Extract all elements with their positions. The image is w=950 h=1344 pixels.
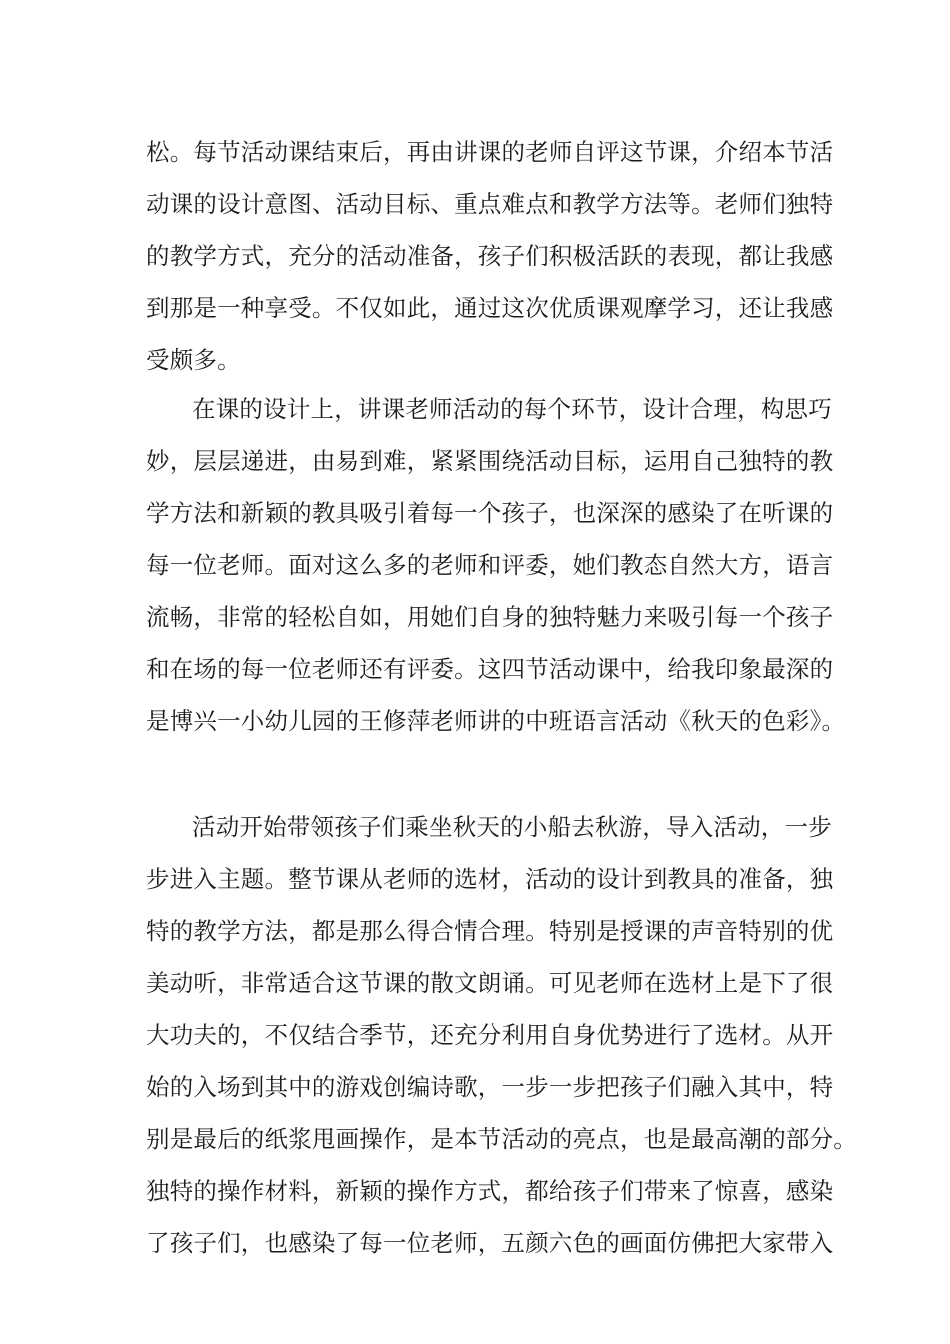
- text-line: 特的教学方法，都是那么得合情合理。特别是授课的声音特别的优: [146, 917, 834, 945]
- text-line: 别是最后的纸浆甩画操作，是本节活动的亮点，也是最高潮的部分。: [146, 1125, 857, 1153]
- paragraph-first-line: 在课的设计上，讲课老师活动的每个环节，设计合理，构思巧: [192, 395, 832, 423]
- text-line: 到那是一种享受。不仅如此，通过这次优质课观摩学习，还让我感: [146, 294, 834, 322]
- text-line: 是博兴一小幼儿园的王修萍老师讲的中班语言活动《秋天的色彩》。: [146, 707, 846, 735]
- text-line: 每一位老师。面对这么多的老师和评委，她们教态自然大方，语言: [146, 551, 834, 579]
- text-line: 和在场的每一位老师还有评委。这四节活动课中，给我印象最深的: [146, 655, 834, 683]
- text-line: 美动听，非常适合这节课的散文朗诵。可见老师在选材上是下了很: [146, 969, 834, 997]
- text-line: 流畅，非常的轻松自如，用她们自身的独特魅力来吸引每一个孩子: [146, 603, 834, 631]
- text-line: 的教学方式，充分的活动准备，孩子们积极活跃的表现，都让我感: [146, 242, 834, 270]
- text-line: 学方法和新颖的教具吸引着每一个孩子，也深深的感染了在听课的: [146, 499, 834, 527]
- text-line: 独特的操作材料，新颖的操作方式，都给孩子们带来了惊喜，感染: [146, 1177, 834, 1205]
- paragraph-first-line: 活动开始带领孩子们乘坐秋天的小船去秋游，导入活动，一步: [192, 813, 832, 841]
- text-line: 妙，层层递进，由易到难，紧紧围绕活动目标，运用自己独特的教: [146, 447, 834, 475]
- text-line: 松。每节活动课结束后，再由讲课的老师自评这节课，介绍本节活: [146, 138, 834, 166]
- text-line: 动课的设计意图、活动目标、重点难点和教学方法等。老师们独特: [146, 190, 834, 218]
- text-line: 大功夫的，不仅结合季节，还充分利用自身优势进行了选材。从开: [146, 1021, 834, 1049]
- text-line: 始的入场到其中的游戏创编诗歌，一步一步把孩子们融入其中，特: [146, 1073, 834, 1101]
- text-line: 步进入主题。整节课从老师的选材，活动的设计到教具的准备，独: [146, 865, 834, 893]
- text-line: 受颇多。: [146, 346, 241, 374]
- text-line: 了孩子们，也感染了每一位老师，五颜六色的画面仿佛把大家带入: [146, 1229, 834, 1257]
